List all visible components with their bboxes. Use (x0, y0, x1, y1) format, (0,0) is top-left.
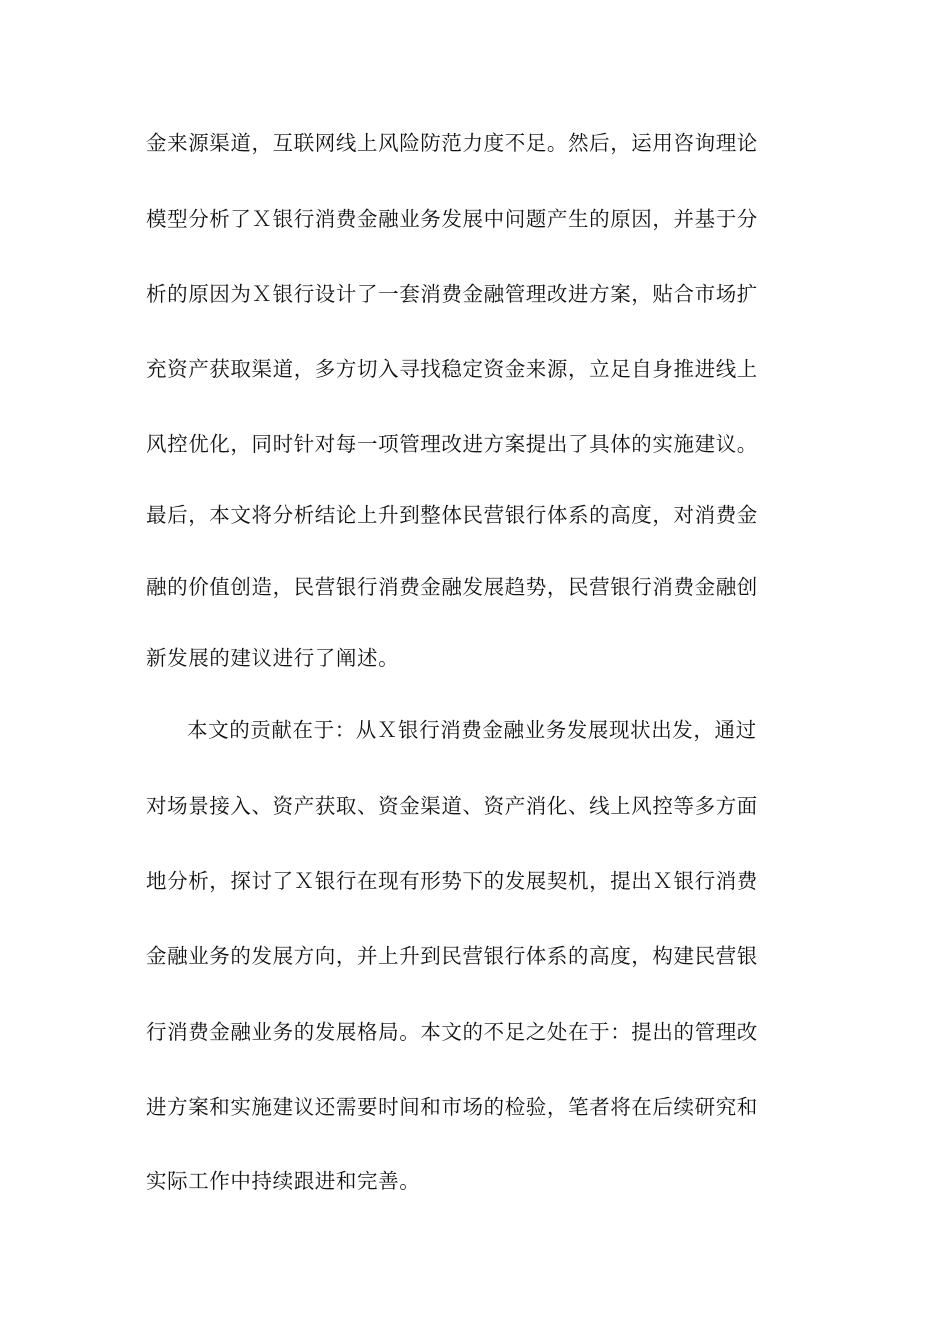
text-line: 金来源渠道，互联网线上风险防范力度不足。然后，运用咨询理论 (146, 131, 758, 155)
text-line: 金融业务的发展方向，并上升到民营银行体系的高度，构建民营银 (146, 944, 758, 968)
text-line: 新发展的建议进行了阐述。 (146, 646, 400, 670)
paragraph-first-line: 本文的贡献在于：从Ｘ银行消费金融业务发展现状出发，通过 (187, 718, 757, 742)
text-line: 风控优化，同时针对每一项管理改进方案提出了具体的实施建议。 (146, 432, 758, 456)
text-line: 实际工作中持续跟进和完善。 (146, 1169, 421, 1193)
text-line: 行消费金融业务的发展格局。本文的不足之处在于：提出的管理改 (146, 1020, 758, 1044)
text-line: 充资产获取渠道，多方切入寻找稳定资金来源，立足自身推进线上 (146, 357, 758, 381)
text-line: 析的原因为Ｘ银行设计了一套消费金融管理改进方案，贴合市场扩 (146, 282, 758, 306)
text-line: 最后，本文将分析结论上升到整体民营银行体系的高度，对消费金 (146, 503, 758, 527)
text-line: 对场景接入、资产获取、资金渠道、资产消化、线上风控等多方面 (146, 794, 758, 818)
text-line: 地分析，探讨了Ｘ银行在现有形势下的发展契机，提出Ｘ银行消费 (146, 869, 758, 893)
text-line: 模型分析了Ｘ银行消费金融业务发展中问题产生的原因，并基于分 (146, 207, 758, 231)
text-line: 融的价值创造，民营银行消费金融发展趋势，民营银行消费金融创 (146, 575, 758, 599)
text-line: 进方案和实施建议还需要时间和市场的检验，笔者将在后续研究和 (146, 1095, 758, 1119)
